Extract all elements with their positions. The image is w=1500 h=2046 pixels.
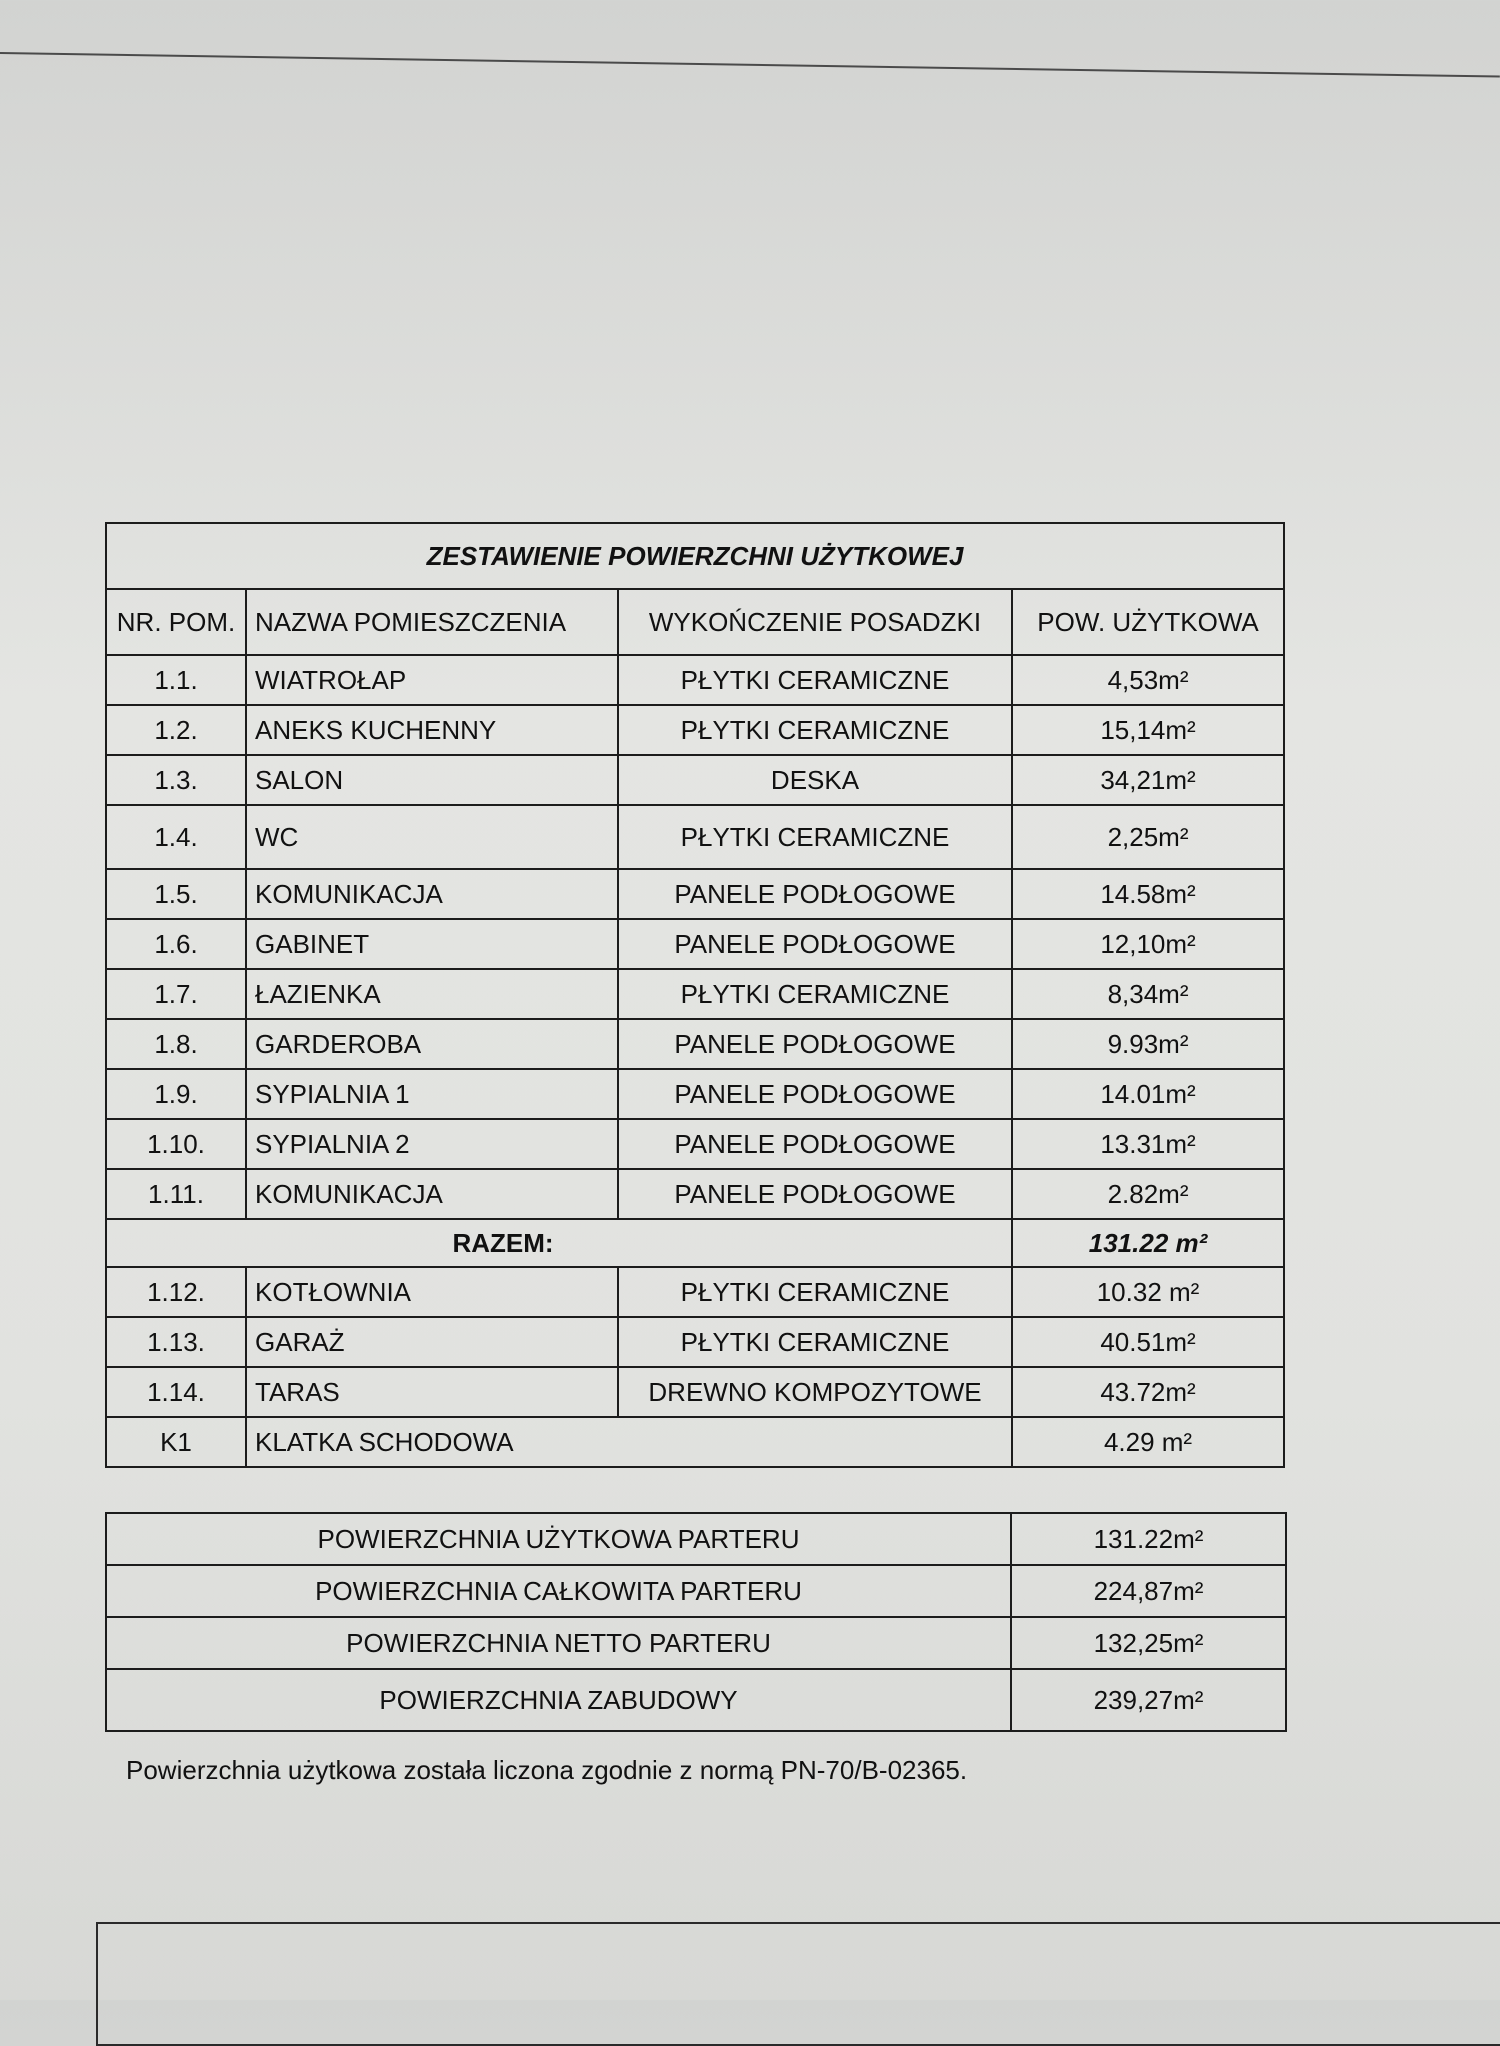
table-row xyxy=(106,919,1284,969)
table-row xyxy=(106,1119,1284,1169)
summary-row xyxy=(106,1669,1286,1731)
table-row xyxy=(106,1069,1284,1119)
room-area: 2,25m² xyxy=(1012,805,1284,869)
summary-row xyxy=(106,1617,1286,1669)
stair-row xyxy=(106,1417,1284,1467)
table-row xyxy=(106,805,1284,869)
table-title-row xyxy=(106,523,1284,589)
room-name: WC xyxy=(246,805,618,869)
floor-finish: PŁYTKI CERAMICZNE xyxy=(618,969,1012,1019)
table-title: ZESTAWIENIE POWIERZCHNI UŻYTKOWEJ xyxy=(106,523,1284,589)
floor-finish: PŁYTKI CERAMICZNE xyxy=(618,805,1012,869)
summary-row xyxy=(106,1513,1286,1565)
floor-finish: PANELE PODŁOGOWE xyxy=(618,869,1012,919)
header-nr: NR. POM. xyxy=(106,589,246,655)
room-area: 43.72m² xyxy=(1012,1367,1284,1417)
room-area: 9.93m² xyxy=(1012,1019,1284,1069)
room-name: GARDEROBA xyxy=(246,1019,618,1069)
room-name: KOMUNIKACJA xyxy=(246,869,618,919)
room-number: 1.3. xyxy=(106,755,246,805)
room-number: 1.13. xyxy=(106,1317,246,1367)
table-row xyxy=(106,705,1284,755)
stair-name: KLATKA SCHODOWA xyxy=(246,1417,1012,1467)
table-row xyxy=(106,969,1284,1019)
room-number: 1.9. xyxy=(106,1069,246,1119)
room-area: 14.01m² xyxy=(1012,1069,1284,1119)
room-number: 1.8. xyxy=(106,1019,246,1069)
room-name: ŁAZIENKA xyxy=(246,969,618,1019)
header-name: NAZWA POMIESZCZENIA xyxy=(246,589,618,655)
summary-label: POWIERZCHNIA ZABUDOWY xyxy=(106,1669,1011,1731)
room-name: GARAŻ xyxy=(246,1317,618,1367)
room-area: 15,14m² xyxy=(1012,705,1284,755)
floor-finish: PANELE PODŁOGOWE xyxy=(618,1069,1012,1119)
room-name: SYPIALNIA 2 xyxy=(246,1119,618,1169)
floor-finish: PANELE PODŁOGOWE xyxy=(618,1169,1012,1219)
room-name: WIATROŁAP xyxy=(246,655,618,705)
room-name: ANEKS KUCHENNY xyxy=(246,705,618,755)
room-area: 12,10m² xyxy=(1012,919,1284,969)
summary-value: 131.22m² xyxy=(1011,1513,1286,1565)
floor-finish: PANELE PODŁOGOWE xyxy=(618,1019,1012,1069)
room-number: 1.7. xyxy=(106,969,246,1019)
room-area: 40.51m² xyxy=(1012,1317,1284,1367)
floor-finish: PŁYTKI CERAMICZNE xyxy=(618,705,1012,755)
bottom-frame xyxy=(96,1922,1500,2046)
table-row xyxy=(106,755,1284,805)
summary-row xyxy=(106,1565,1286,1617)
floor-finish: DREWNO KOMPOZYTOWE xyxy=(618,1367,1012,1417)
norm-note: Powierzchnia użytkowa została liczona zgodnie z normą PN-70/B-02365. xyxy=(126,1755,968,1785)
table-row xyxy=(106,869,1284,919)
room-area: 4,53m² xyxy=(1012,655,1284,705)
room-area: 34,21m² xyxy=(1012,755,1284,805)
room-area: 8,34m² xyxy=(1012,969,1284,1019)
stair-nr: K1 xyxy=(106,1417,246,1467)
table-row xyxy=(106,655,1284,705)
table-row xyxy=(106,1019,1284,1069)
room-number: 1.1. xyxy=(106,655,246,705)
summary-value: 132,25m² xyxy=(1011,1617,1286,1669)
room-area-table xyxy=(105,522,1285,1468)
room-name: KOMUNIKACJA xyxy=(246,1169,618,1219)
room-number: 1.12. xyxy=(106,1267,246,1317)
total-value: 131.22 m² xyxy=(1012,1219,1284,1267)
summary-label: POWIERZCHNIA UŻYTKOWA PARTERU xyxy=(106,1513,1011,1565)
floor-finish: PŁYTKI CERAMICZNE xyxy=(618,1267,1012,1317)
room-name: SYPIALNIA 1 xyxy=(246,1069,618,1119)
room-name: GABINET xyxy=(246,919,618,969)
room-number: 1.4. xyxy=(106,805,246,869)
room-number: 1.11. xyxy=(106,1169,246,1219)
summary-value: 224,87m² xyxy=(1011,1565,1286,1617)
floor-finish: PŁYTKI CERAMICZNE xyxy=(618,655,1012,705)
room-area: 10.32 m² xyxy=(1012,1267,1284,1317)
room-number: 1.14. xyxy=(106,1367,246,1417)
room-area: 14.58m² xyxy=(1012,869,1284,919)
room-number: 1.2. xyxy=(106,705,246,755)
room-rows xyxy=(106,655,1284,1219)
room-name: TARAS xyxy=(246,1367,618,1417)
table-row xyxy=(106,1267,1284,1317)
stair-area: 4.29 m² xyxy=(1012,1417,1284,1467)
top-rule xyxy=(0,52,1500,78)
extra-rows xyxy=(106,1267,1284,1417)
table-row xyxy=(106,1367,1284,1417)
room-area: 2.82m² xyxy=(1012,1169,1284,1219)
floor-finish: PANELE PODŁOGOWE xyxy=(618,1119,1012,1169)
header-area: POW. UŻYTKOWA xyxy=(1012,589,1284,655)
total-label: RAZEM: xyxy=(106,1219,1012,1267)
floor-finish: PANELE PODŁOGOWE xyxy=(618,919,1012,969)
floor-finish: PŁYTKI CERAMICZNE xyxy=(618,1317,1012,1367)
header-finish: WYKOŃCZENIE POSADZKI xyxy=(618,589,1012,655)
summary-label: POWIERZCHNIA NETTO PARTERU xyxy=(106,1617,1011,1669)
room-name: KOTŁOWNIA xyxy=(246,1267,618,1317)
room-area: 13.31m² xyxy=(1012,1119,1284,1169)
summary-label: POWIERZCHNIA CAŁKOWITA PARTERU xyxy=(106,1565,1011,1617)
summary-value: 239,27m² xyxy=(1011,1669,1286,1731)
room-number: 1.6. xyxy=(106,919,246,969)
table-row xyxy=(106,1169,1284,1219)
floor-finish: DESKA xyxy=(618,755,1012,805)
table-row xyxy=(106,1317,1284,1367)
room-number: 1.5. xyxy=(106,869,246,919)
room-number: 1.10. xyxy=(106,1119,246,1169)
total-row xyxy=(106,1219,1284,1267)
room-name: SALON xyxy=(246,755,618,805)
summary-table xyxy=(105,1512,1287,1732)
table-header-row xyxy=(106,589,1284,655)
